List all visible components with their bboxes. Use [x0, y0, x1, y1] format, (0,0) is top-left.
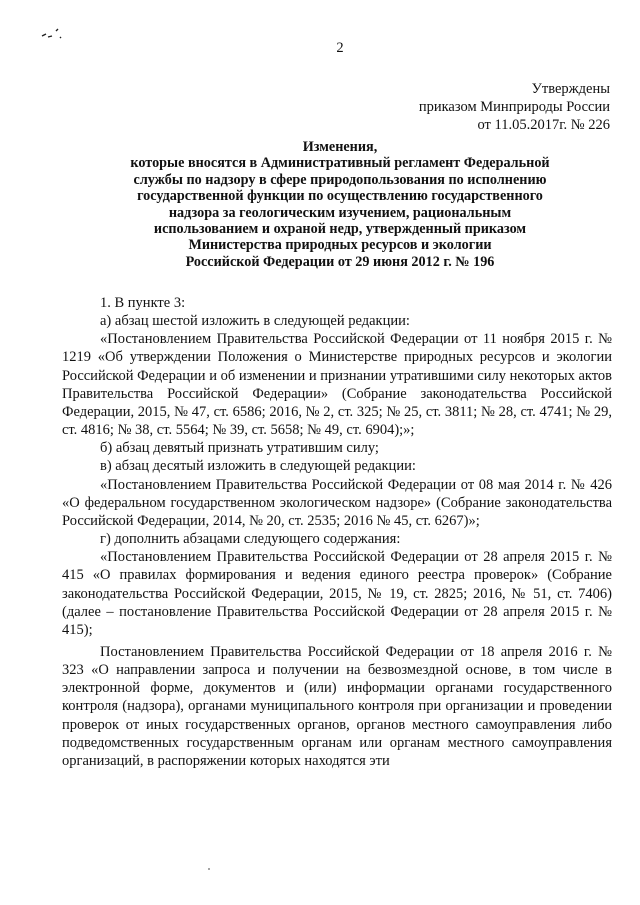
paragraph-sub-v: в) абзац десятый изложить в следующей редакции: — [100, 458, 416, 475]
paragraph-item-1: 1. В пункте 3: — [100, 295, 186, 311]
paragraph-quote-1219: «Постановлением Правительства Российской Федерации от 11 ноября 2015 г. № 1219 «Об утверждении Положения о Министерстве природных ресурсов и экологии Российской Федерации и об изменении и признании утратившими силу некоторых актов Правительства Российской Федерации» (Собрание законодательства Российской Федерации, 2015, № 47, ст. 6586; 2016, № 2, ст. 325; № 25, ст. 3811; № 28, ст. 4741; № 29, ст. 4816; № 38, ст. 5564; № 39, ст. 5658; № 49, ст. 6904);»; — [62, 331, 612, 439]
title-line: Министерства природных ресурсов и экологии — [188, 237, 492, 254]
paragraph-quote-415: «Постановлением Правительства Российской Федерации от 28 апреля 2015 г. № 415 «О правилах формирования и ведения единого реестра проверок» (Собрание законодательства Российской Федерации, 2015, № 19, ст. 2825; 2016, № 51, ст. 7406) (далее – постановление Правительства Российской Федерации от 28 апреля 2015 г. № 415); — [62, 549, 612, 638]
approval-line-1: Утверждены — [531, 81, 610, 97]
paragraph-quote-426: «Постановлением Правительства Российской Федерации от 08 мая 2014 г. № 426 «О федеральном государственном экологическом надзоре» (Собрание законодательства Российской Федерации, 2014, № 20, ст. 2535; 2016 № 45, ст. 6267)»; — [62, 476, 612, 529]
approval-line-3: от 11.05.2017г. № 226 — [477, 117, 610, 133]
title-line: использованием и охраной недр, утвержденный приказом — [153, 221, 527, 238]
scan-dust-dot — [208, 868, 210, 870]
paragraph-sub-a: а) абзац шестой изложить в следующей редакции: — [100, 313, 410, 330]
document-title — [80, 139, 600, 270]
title-line: Российской Федерации от 29 июня 2012 г. № 196 — [185, 253, 495, 270]
title-line: надзора за геологическим изучением, рациональным — [168, 204, 512, 221]
title-line: государственной функции по осуществлению государственного — [137, 188, 543, 205]
title-line: службы по надзору в сфере природопользования по исполнению — [133, 171, 547, 188]
page-number: 2 — [336, 40, 344, 56]
paragraph-sub-b: б) абзац девятый признать утратившим силу; — [100, 440, 379, 457]
title-line: Изменения, — [302, 139, 378, 155]
paragraph-quote-323: Постановлением Правительства Российской Федерации от 18 апреля 2016 г. № 323 «О направлении запроса и получении на безвозмездной основе, в том числе в электронной форме, документов и (или) информации органами государственного контроля (надзора), органами муниципального контроля при организации и проведении проверок от иных государственных органов, органов местного самоуправления либо подведомственных государственным органам или органам местного самоуправления организаций, в распоряжении которых находятся эти — [62, 643, 612, 769]
document-body — [62, 294, 612, 770]
title-line: которые вносятся в Административный регламент Федеральной — [130, 155, 550, 172]
paragraph-sub-g: г) дополнить абзацами следующего содержания: — [100, 531, 401, 548]
approval-stamp — [310, 80, 610, 134]
approval-line-2: приказом Минприроды России — [418, 99, 610, 115]
